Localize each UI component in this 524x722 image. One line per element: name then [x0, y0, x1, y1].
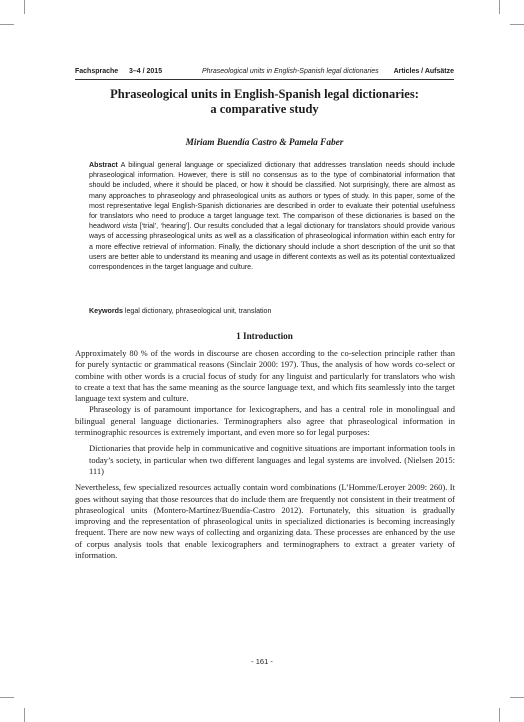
keywords-label: Keywords	[89, 307, 123, 315]
crop-mark	[0, 697, 14, 698]
body-text	[75, 348, 455, 561]
article-title-line: a comparative study	[210, 102, 319, 116]
running-head	[75, 66, 454, 80]
running-title: Phraseological units in English-Spanish legal dictionaries	[202, 68, 379, 75]
crop-mark	[499, 0, 500, 14]
crop-mark	[510, 24, 524, 25]
body-paragraph: Nevertheless, few specialized resources actually contain word combinations (L’Homme/Leroyer 2009: 260). It goes without saying that those resources that do include them are frequently not consistent in their treatment of phraseological units (Montero-Martínez/Buendía-Castro 2012). Fortunately, this situation is gradually improving and the representation of phraseological units in specialized dictionaries is becoming increasingly frequent. There are now new ways of collecting and organizing data. These processes are enhanced by the use of corpus analysis tools that enable lexicographers and terminographers to extract a greater variety of information.	[75, 482, 455, 561]
crop-mark	[24, 708, 25, 722]
article-title	[75, 87, 454, 117]
page-number: - 161 -	[251, 657, 273, 666]
crop-mark	[499, 708, 500, 722]
keywords-text: legal dictionary, phraseological unit, translation	[124, 307, 272, 315]
article-title-line: Phraseological units in English-Spanish legal dictionaries:	[110, 87, 419, 101]
journal-name: Fachsprache	[75, 68, 119, 75]
section-heading: 1 Introduction	[236, 331, 293, 341]
abstract-text-continued: [‘trial’, ‘hearing’]. Our results concluded that a legal dictionary for translators should provide various ways of accessing phraseological units as well as a classification of phraseological information within each entry for a more effective retrieval of information. Finally, the dictionary should include a short description of the unit so that users are better able to understand its meaning and usage in different contexts as well as its potential contextualized correspondences in the target language and culture.	[89, 222, 455, 272]
keywords	[89, 306, 455, 316]
body-paragraph: Approximately 80 % of the words in discourse are chosen according to the co-selection principle rather than for purely syntactic or grammatical reasons (Sinclair 2000: 197). Thus, the analysis of how words co-select or combine with other words is a crucial focus of study for any linguist and particularly for translators who wish to create a text that has the same meaning as the source language text, and which fits seamlessly into the target language text system and culture.	[75, 348, 455, 404]
body-paragraph: Phraseology is of paramount importance for lexicographers, and has a central role in monolingual and bilingual general language dictionaries. Terminographers also agree that phraseological information in terminographic resources is extremely important, and even more so for legal purposes:	[75, 404, 455, 438]
abstract-headword: vista	[122, 222, 138, 231]
crop-mark	[0, 24, 14, 25]
journal-issue: 3–4 / 2015	[129, 68, 163, 75]
block-quote: Dictionaries that provide help in communicative and cognitive situations are important information tools in today’s society, in particular when two different languages and legal systems are involved. (Nielsen 2015: 111)	[89, 443, 455, 476]
section-label: Articles / Aufsätze	[393, 68, 454, 75]
abstract-label: Abstract	[89, 161, 118, 169]
crop-mark	[24, 0, 25, 14]
abstract	[89, 160, 455, 272]
abstract-text: A bilingual general language or specialized dictionary that addresses translation needs should include phraseological information. However, there is still no consensus as to the type of combinatorial information that should be included, where it should be placed, or how it should be classified. Not surprisingly, there are almost as many approaches to phraseology and phraseological units as authors or types of study. In this paper, some of the most representative legal English-Spanish dictionaries are described in order to evaluate their potential usefulness for translators who need to produce a target language text. The comparison of these dictionaries is based on the headword	[89, 161, 455, 231]
article-authors: Miriam Buendía Castro & Pamela Faber	[185, 138, 344, 148]
crop-mark	[510, 697, 524, 698]
